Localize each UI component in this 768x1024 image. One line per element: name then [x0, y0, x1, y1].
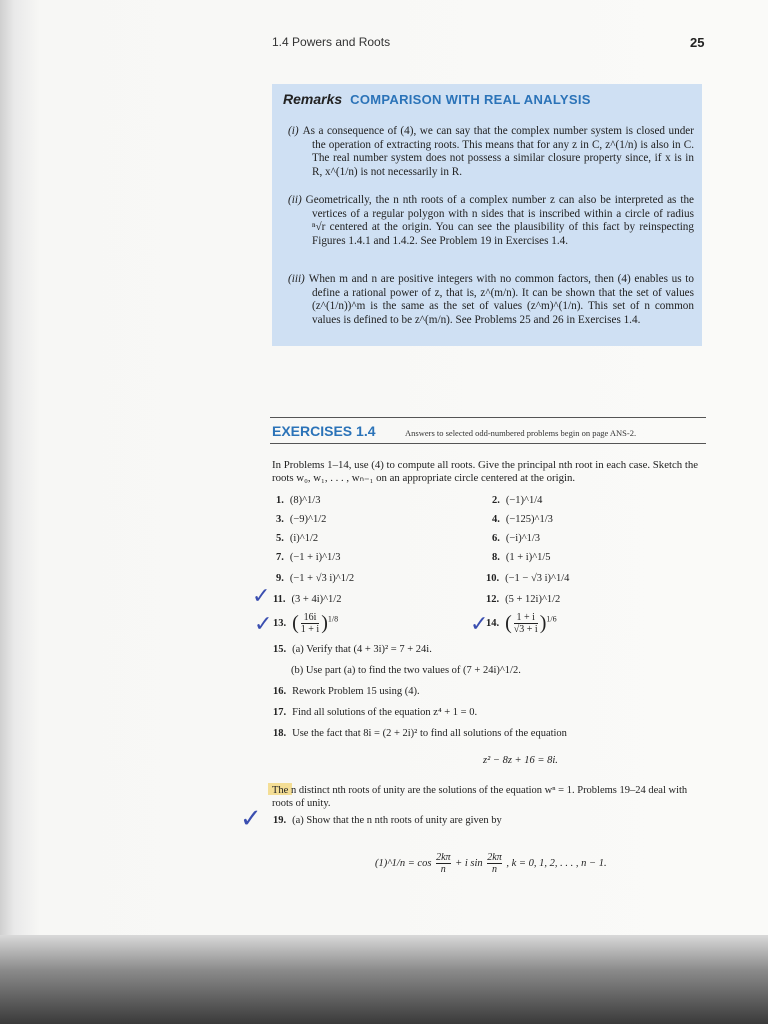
remarks-title	[283, 91, 591, 109]
remark-i: (i) As a consequence of (4), we can say that the complex number system is closed under the operation of extracting roots. This means that for any z in C, z^(1/n) is also in C. The real number system does not possess a similar closure property since, if x is in R, x^(1/n) is not necessarily in R.	[288, 125, 694, 178]
problem-17: 17. Find all solutions of the equation z⁴ + 1 = 0.	[273, 707, 478, 718]
remark-iii: (iii) When m and n are positive integers with no common factors, then (4) enables us to define a rational power of z, that is, z^(m/n). It can be shown that the set of values (z^(1/n))^m is the same as the set of values (z^m)^(1/n). This set of n common values is defined to be z^(m/n). See Problems 25 and 26 in Exercises 1.4.	[288, 273, 694, 326]
problem-2: 2. (−1)^1/4	[492, 495, 543, 506]
problem-1: 1. (8)^1/3	[276, 495, 321, 506]
roots-of-unity-paragraph: The n distinct nth roots of unity are the solutions of the equation wⁿ = 1. Problems 19–24 deal with roots of unity.	[272, 785, 688, 809]
problem-9: 9. (−1 + √3 i)^1/2	[276, 573, 355, 584]
page-edge-shadow	[0, 935, 768, 1024]
equation-18: z² − 8z + 16 = 8i.	[483, 755, 558, 766]
check-mark-13: ✓	[254, 612, 273, 637]
problem-10: 10. (−1 − √3 i)^1/4	[486, 573, 570, 584]
problem-16: 16. Rework Problem 15 using (4).	[273, 686, 420, 697]
exercises-rule-bottom	[270, 443, 706, 444]
exercises-intro: In Problems 1–14, use (4) to compute all roots. Give the principal nth root in each case. Sketch the roots w₀, w₁, . . . , wₙ₋₁ on an appropriate circle centered at the origin.	[272, 459, 699, 484]
check-mark-19: ✓	[240, 804, 262, 834]
problem-15a: 15. (a) Verify that (4 + 3i)² = 7 + 24i.	[273, 644, 432, 655]
remarks-subtitle: COMPARISON WITH REAL ANALYSIS	[350, 92, 591, 107]
exercises-heading: EXERCISES 1.4	[272, 423, 376, 439]
remarks-label: Remarks	[283, 91, 343, 107]
problem-14: 14. ( $\frac{1 + i}{√3 + i}$ )$^{1/6}$	[486, 612, 557, 635]
problem-5: 5. (i)^1/2	[276, 533, 319, 544]
problem-6: 6. (−i)^1/3	[492, 533, 541, 544]
problem-19a: 19. (a) Show that the n nth roots of unity are given by	[273, 815, 502, 826]
exercises-rule-top	[270, 417, 706, 418]
exercises-answers-note: Answers to selected odd-numbered problems begin on page ANS-2.	[405, 428, 637, 438]
problem-15b: (b) Use part (a) to find the two values of (7 + 24i)^1/2.	[291, 665, 521, 676]
problem-8: 8. (1 + i)^1/5	[492, 552, 551, 563]
equation-19: (1)^1/n = cos $\frac{2k\pi}{n}$ + i sin $\frac{2k\pi}{n}$ , k = 0, 1, 2, . . . , n − 1.	[375, 852, 607, 875]
running-head: 1.4 Powers and Roots	[272, 35, 391, 49]
remark-ii: (ii) Geometrically, the n nth roots of a complex number z can also be interpreted as the vertices of a regular polygon with n sides that is inscribed within a circle of radius ⁿ√r centered at the origin. You can see the plausibility of this fact by reinspecting Figures 1.4.1 and 1.4.2. See Problem 19 in Exercises 1.4.	[288, 194, 694, 247]
problem-18: 18. Use the fact that 8i = (2 + 2i)² to find all solutions of the equation	[273, 728, 567, 739]
problem-12: 12. (5 + 12i)^1/2	[486, 594, 561, 605]
problem-13: 13. ( $\frac{16i}{1 + i}$ )$^{1/8}$	[273, 612, 339, 635]
problem-4: 4. (−125)^1/3	[492, 514, 553, 525]
problem-11: 11. (3 + 4i)^1/2	[273, 594, 342, 605]
page-number: 25	[690, 35, 705, 50]
check-mark-11: ✓	[252, 584, 271, 609]
problem-7: 7. (−1 + i)^1/3	[276, 552, 341, 563]
check-mark-14: ✓	[470, 612, 489, 637]
problem-3: 3. (−9)^1/2	[276, 514, 327, 525]
